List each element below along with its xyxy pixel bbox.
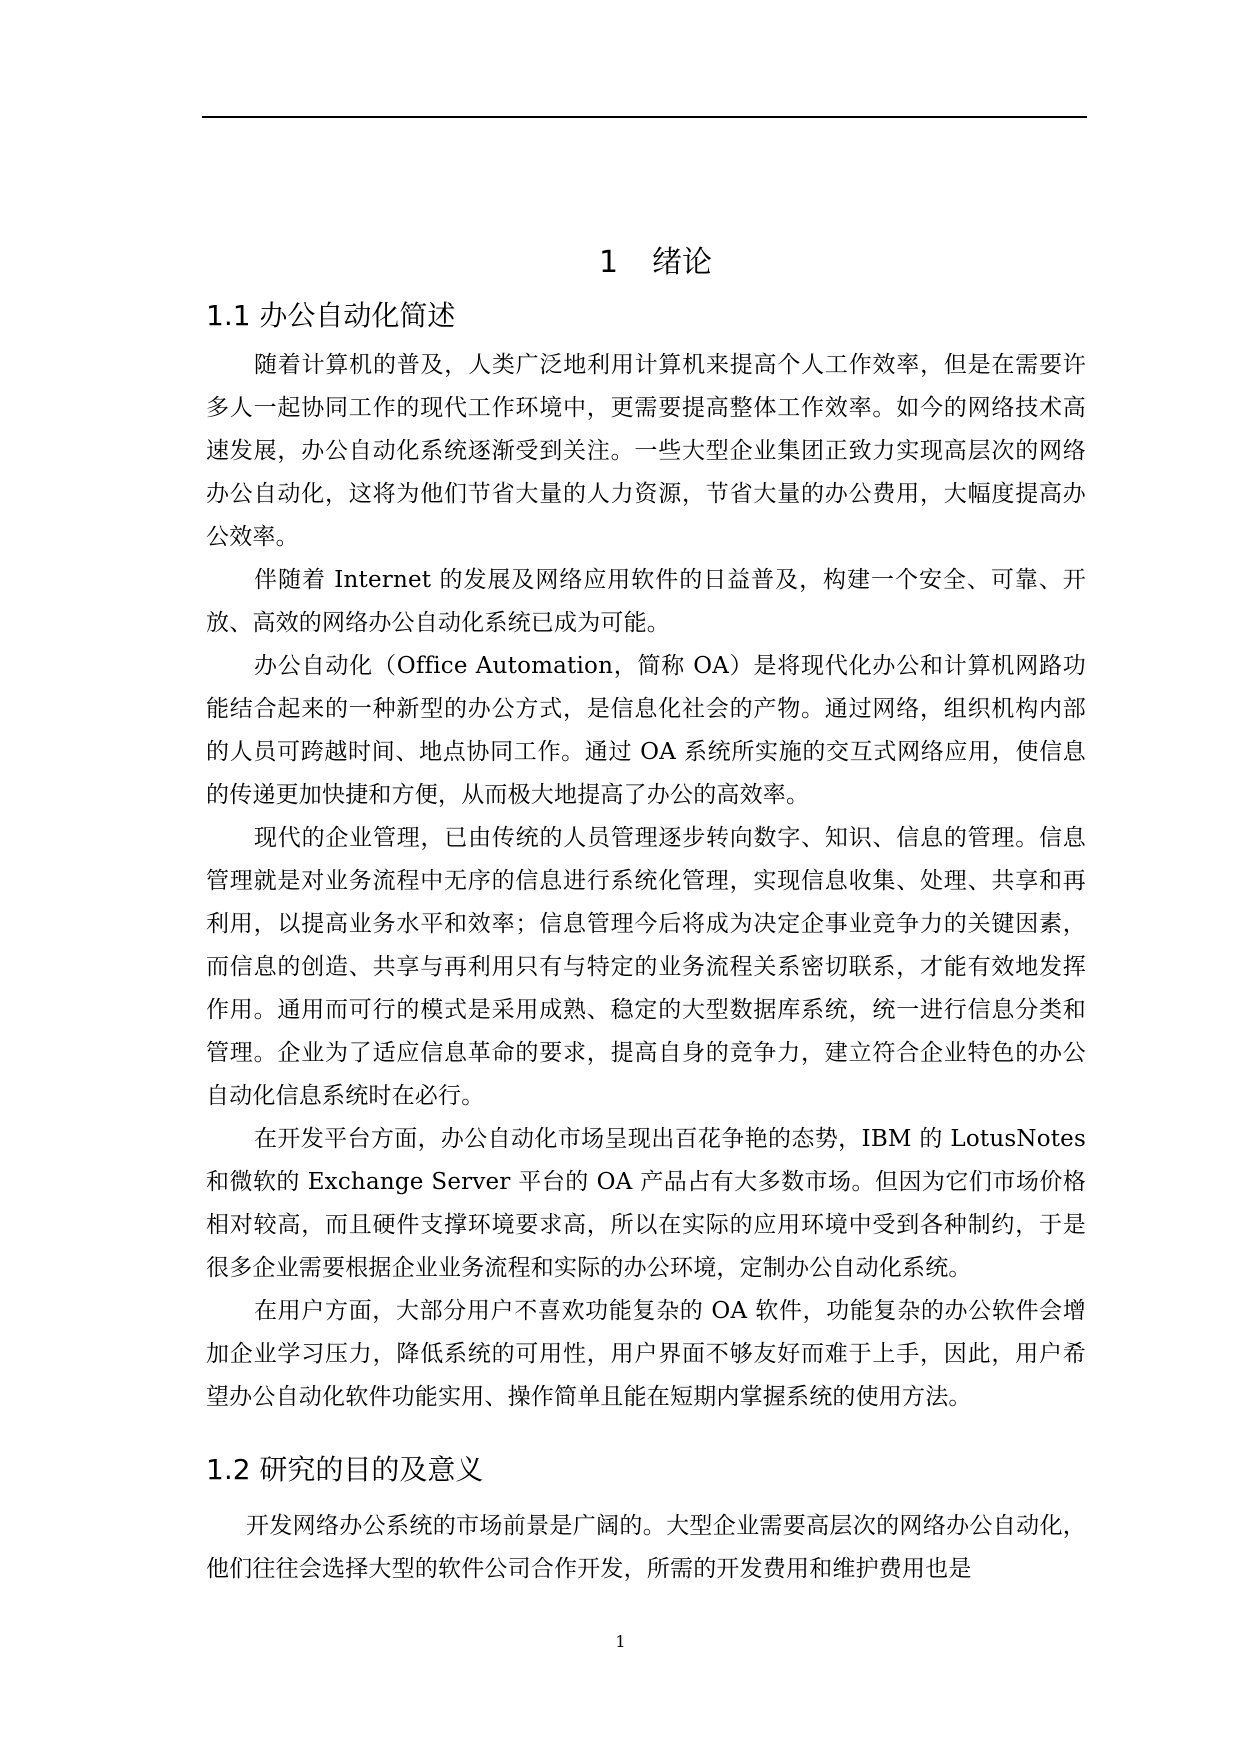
paragraph: 随着计算机的普及，人类广泛地利用计算机来提高个人工作效率，但是在需要许多人一起协同工作的现代工作环境中，更需要提高整体工作效率。如今的网络技术高速发展，办公自动化系统逐渐受到关注。一些大型企业集团正致力实现高层次的网络办公自动化，这将为他们节省大量的人力资源，节省大量的办公费用，大幅度提高办公效率。 [206,352,1086,550]
paragraph: 办公自动化（Office Automation，简称 OA）是将现代化办公和计算机网路功能结合起来的一种新型的办公方式，是信息化社会的产物。通过网络，组织机构内部的人员可跨越时间、地点协同工作。通过 OA 系统所实施的交互式网络应用，使信息的传递更加快捷和方便，从而极大地提高了办公的高效率。 [206,653,1086,808]
paragraph: 在开发平台方面，办公自动化市场呈现出百花争艳的态势，IBM 的 LotusNotes 和微软的 Exchange Server 平台的 OA 产品占有大多数市场。但因为它们市场价格相对较高，而且硬件支撑环境要求高，所以在实际的应用环境中受到各种制约，于是很多企业需要根据企业业务流程和实际的办公环境，定制办公自动化系统。 [206,1126,1086,1281]
header-rule [202,116,1087,118]
paragraph: 开发网络办公系统的市场前景是广阔的。大型企业需要高层次的网络办公自动化，他们往往会选择大型的软件公司合作开发，所需的开发费用和维护费用也是 [206,1513,1086,1582]
paragraph: 伴随着 Internet 的发展及网络应用软件的日益普及，构建一个安全、可靠、开放、高效的网络办公自动化系统已成为可能。 [206,567,1086,636]
page-number: 1 [615,1632,626,1651]
chapter-number: 1 [598,245,619,280]
chapter-title [0,238,1241,288]
chapter-title-text: 绪论 [652,245,713,280]
section-heading-1-2: 1.2 研究的目的及意义 [206,1453,484,1486]
paragraph: 在用户方面，大部分用户不喜欢功能复杂的 OA 软件，功能复杂的办公软件会增加企业学习压力，降低系统的可用性，用户界面不够友好而难于上手，因此，用户希望办公自动化软件功能实用、操作简单且能在短期内掌握系统的使用方法。 [206,1298,1086,1410]
paragraph: 现代的企业管理，已由传统的人员管理逐步转向数字、知识、信息的管理。信息管理就是对业务流程中无序的信息进行系统化管理，实现信息收集、处理、共享和再利用，以提高业务水平和效率；信息管理今后将成为决定企事业竞争力的关键因素，而信息的创造、共享与再利用只有与特定的业务流程关系密切联系，才能有效地发挥作用。通用而可行的模式是采用成熟、稳定的大型数据库系统，统一进行信息分类和管理。企业为了适应信息革命的要求，提高自身的竞争力，建立符合企业特色的办公自动化信息系统时在必行。 [206,825,1086,1109]
section-heading-1-1: 1.1 办公自动化简述 [206,299,456,332]
